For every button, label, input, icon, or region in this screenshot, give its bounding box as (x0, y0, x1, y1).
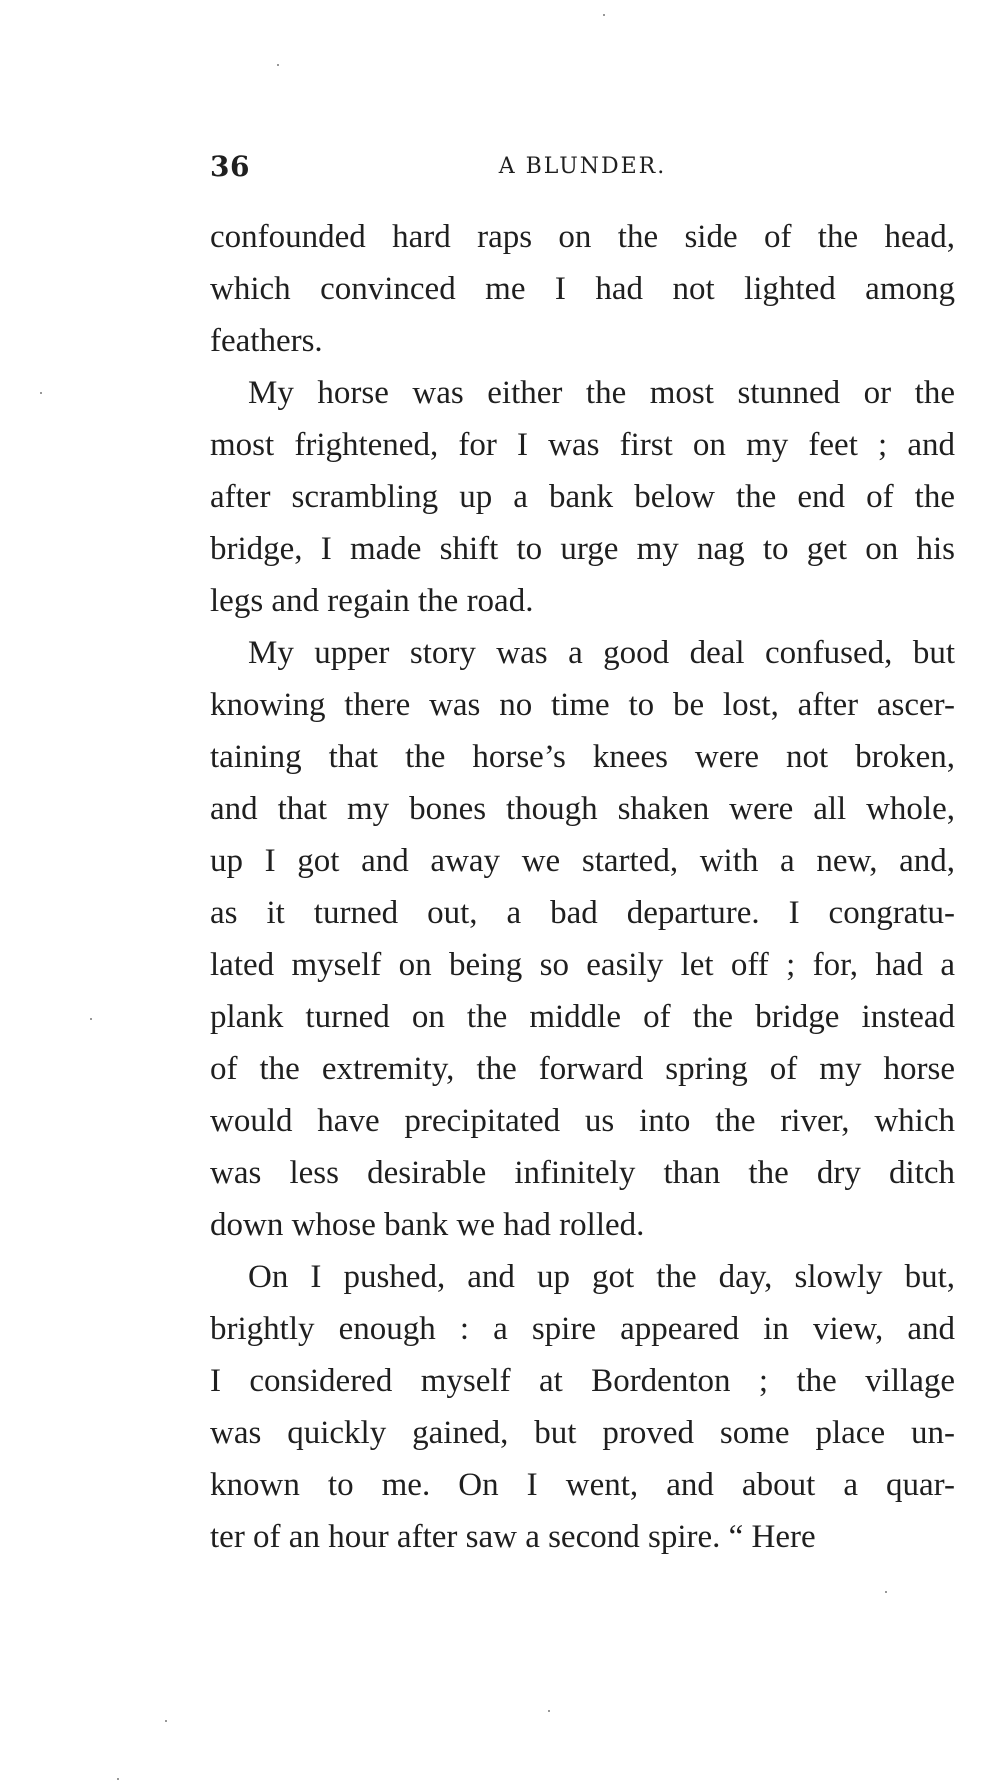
text-line: up I got and away we started, with a new, and, (210, 843, 955, 879)
text-line: taining that the horse’s knees were not broken, (210, 739, 955, 775)
scan-speck (885, 1591, 887, 1593)
scan-speck (603, 14, 605, 16)
paragraph (210, 627, 955, 1251)
text-line: plank turned on the middle of the bridge instead (210, 999, 955, 1035)
text-line: after scrambling up a bank below the end of the (210, 479, 955, 515)
text-line: was less desirable infinitely than the dry ditch (210, 1155, 955, 1191)
text-line: knowing there was no time to be lost, after ascer- (210, 687, 955, 723)
text-line: feathers. (210, 323, 323, 359)
scan-speck (90, 1018, 92, 1020)
text-line: down whose bank we had rolled. (210, 1207, 645, 1243)
page-number: 36 (210, 150, 250, 183)
scan-speck (277, 64, 279, 66)
text-line: On I pushed, and up got the day, slowly but, (248, 1259, 955, 1295)
text-line: which convinced me I had not lighted among (210, 271, 955, 307)
text-line: My upper story was a good deal confused, but (248, 635, 955, 671)
scan-speck (165, 1720, 167, 1722)
text-line: brightly enough : a spire appeared in view, and (210, 1311, 955, 1347)
text-line: of the extremity, the forward spring of my horse (210, 1051, 955, 1087)
text-line: ter of an hour after saw a second spire. “ Here (210, 1519, 816, 1555)
text-line: lated myself on being so easily let off ; for, had a (210, 947, 955, 983)
text-line: known to me. On I went, and about a quar- (210, 1467, 955, 1503)
scan-speck (548, 1710, 550, 1712)
text-line: and that my bones though shaken were all whole, (210, 791, 955, 827)
scan-speck (40, 392, 42, 394)
body-text (210, 211, 955, 1563)
text-line: bridge, I made shift to urge my nag to get on his (210, 531, 955, 567)
text-line: My horse was either the most stunned or the (248, 375, 955, 411)
paragraph (210, 1251, 955, 1563)
text-line: I considered myself at Bordenton ; the village (210, 1363, 955, 1399)
text-line: most frightened, for I was first on my feet ; and (210, 427, 955, 463)
text-line: was quickly gained, but proved some place un- (210, 1415, 955, 1451)
text-line: would have precipitated us into the river, which (210, 1103, 955, 1139)
paragraph (210, 367, 955, 627)
text-line: as it turned out, a bad departure. I congratu- (210, 895, 955, 931)
text-line: confounded hard raps on the side of the head, (210, 219, 955, 255)
page-header (210, 150, 955, 190)
paragraph (210, 211, 955, 367)
running-head: A BLUNDER. (498, 154, 667, 179)
text-line: legs and regain the road. (210, 583, 534, 619)
